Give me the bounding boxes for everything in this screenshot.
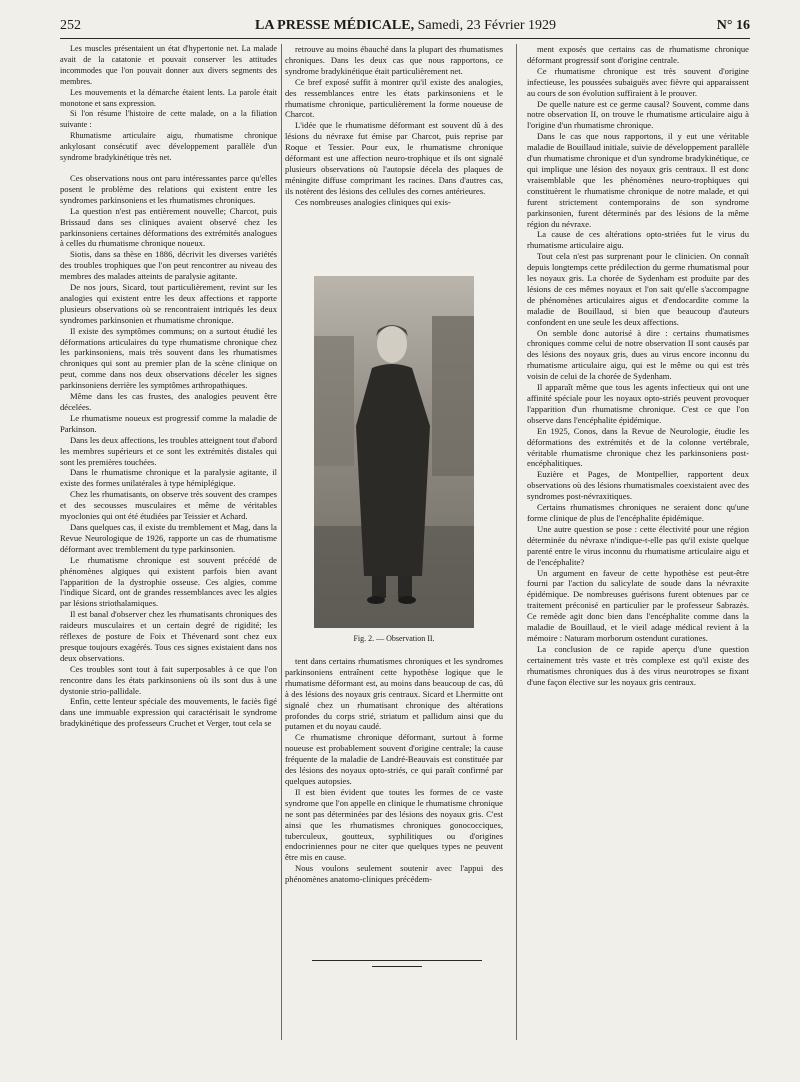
paragraph: Le rhumatisme noueux est progressif comme la maladie de Parkinson.: [60, 412, 277, 434]
paragraph: En 1925, Conos, dans la Revue de Neurologie, étudie les déformations des extrémités et de la colonne vertébrale, véritable rhumatisme chronique chez les parkinsoniens post-encéphalitiques.: [527, 425, 749, 469]
end-rule-short: [372, 966, 422, 967]
paragraph: Ce rhumatisme chronique est très souvent d'origine infectieuse, les poussées subaiguës avec fièvre qui apparaissent au cours de son évolution suffiraient à le prouver.: [527, 65, 749, 98]
paragraph: De nos jours, Sicard, tout particulièrement, revint sur les analogies qui existent entre les deux affections et rapporte plusieurs observations où se rencontraient intriqués les deux syndromes parkinsonien et rhumatisme chronique.: [60, 282, 277, 325]
paragraph: Ce rhumatisme chronique déformant, surtout à forme noueuse est probablement souvent d'origine centrale; la cause fréquente de la maladie de Landré-Beauvais est constituée par des lésions des noyaux opto-striés, ce qui paraît confirmé par quelques autopsies.: [285, 732, 503, 786]
paragraph: Il existe des symptômes communs; on a surtout étudié les déformations articulaires du type rhumatisme chronique chez les parkinsoniens, mais très souvent dans les rhumatismes chroniques qui sont au premier plan de la scène clinique on peut, comme dans nos deux observations déceler les signes parkinsoniens derrière les symptômes arthropathiques.: [60, 325, 277, 391]
paragraph: Ces observations nous ont paru intéressantes parce qu'elles posent le problème des relations qui existent entre les syndromes parkinsoniens et les rhumatismes chroniques.: [60, 172, 277, 205]
paragraph: Dans les deux affections, les troubles atteignent tout d'abord les membres supérieurs et ce sont les extrémités distales qui sont les premières touchées.: [60, 434, 277, 467]
paragraph: Si l'on résume l'histoire de cette malade, on a la filiation suivante :: [60, 109, 277, 130]
column-divider: [516, 44, 517, 1040]
text-column-middle-bottom: [285, 656, 503, 1036]
paragraph: Tout cela n'est pas surprenant pour le clinicien. On connaît depuis longtemps cette prédilection du germe rhumatismal pour les noyaux gris. La chorée de Sydenham est produite par des lésions de ces mêmes noyaux et l'on sait qu'elle s'accompagne de phénomènes articulaires aigus et d'endocardite comme la maladie de Bouillaud, si bien que beaucoup d'auteurs confondent en une seule les deux affections.: [527, 251, 749, 327]
header-rule: [60, 38, 750, 39]
paragraph: Certains rhumatismes chroniques ne seraient donc qu'une forme clinique de plus de l'encéphalite épidémique.: [527, 502, 749, 523]
paragraph: Le rhumatisme chronique est souvent précédé de phénomènes algiques qui existent parfois bien avant l'apparition de la dystrophie osseuse. Ces algies, comme l'indique Sicard, ont de grandes ressemblances avec les algies par lésions striothalamiques.: [60, 554, 277, 609]
paragraph: Enfin, cette lenteur spéciale des mouvements, le faciès figé dans une immuable expression qui caractérisait le syndrome bradykinétique des professeurs Cruchet et Verger, tout cela se: [60, 696, 277, 729]
paragraph: Dans quelques cas, il existe du tremblement et Mag, dans la Revue Neurologique de 1926, rapporte un cas de rhumatisme déformant avec tremblement du type parkinsonien.: [60, 521, 277, 554]
paragraph: Les muscles présentaient un état d'hypertonie net. La malade avait de la catatonie et pouvait conserver les attitudes incommodes que l'on pouvait donner aux divers segments des membres.: [60, 44, 277, 86]
paragraph: Les mouvements et la démarche étaient lents. La parole était monotone et sans expression.: [60, 87, 277, 108]
paragraph: La cause de ces altérations opto-striées fut le virus du rhumatisme articulaire aigu.: [527, 229, 749, 251]
paragraph: retrouve au moins ébauché dans la plupart des rhumatismes chroniques. Dans les deux cas que nous rapportons, ce syndrome bradykinétique était particulièrement net.: [285, 44, 503, 76]
text-column-middle-top: [285, 44, 503, 264]
paragraph: Il est banal d'observer chez les rhumatisants chroniques des raideurs musculaires et un certain degré de rigidité; les réflexes de posture de Foix et Thévenard sont chez eux presque toujours exagérés. Tous ces signes existaient dans nos deux observations.: [60, 609, 277, 663]
page-header: [60, 18, 750, 38]
paragraph: tent dans certains rhumatismes chroniques et les syndromes parkinsoniens entraînent cette hypothèse logique que le rhumatisme déformant est, au moins dans beaucoup de cas, dû à des lésions des noyaux gris centraux. Sicard et Lhermitte ont signalé chez un rhumatisant chronique des altérations profondes du corps strié, striatum et pallidum ainsi que du putamen et du noyau caudé.: [285, 656, 503, 732]
paragraph: Une autre question se pose : cette électivité pour une région déterminée du névraxe n'indique-t-elle pas qu'il existe quelque parenté entre le virus inconnu du rhumatisme articulaire aigu et de l'encéphalite?: [527, 523, 749, 567]
text-column-right: [527, 44, 749, 1034]
paragraph: Il apparaît même que tous les agents infectieux qui ont une affinité spéciale pour les noyaux opto-striés peuvent provoquer l'apparition d'un rhumatisme chronique. C'est ce que l'on observe dans l'encéphalite épidémique.: [527, 382, 749, 425]
paragraph: L'idée que le rhumatisme déformant est souvent dû à des lésions du névraxe fut émise par Charcot, puis reprise par Roque et Tessier. Pour eux, le rhumatisme chronique déformant est une affection neuro-trophique et ils ont signalé plusieurs observations où l'autopsie décela des plaques de méningite diffuse comprimant les racines. Dans d'autres cas, ils notèrent des lésions des cellules des cornes antérieures.: [285, 120, 503, 196]
paragraph: Il est bien évident que toutes les formes de ce vaste syndrome que l'on appelle en clinique le rhumatisme chronique ne sont pas déterminées par des lésions des noyaux gris. C'est ainsi que les rhumatismes chroniques gonococciques, tuberculeux, goutteux, syphilitiques ou d'origines endocriniennes pour ne citer que quelques types ne peuvent être mis en cause.: [285, 786, 503, 863]
paragraph: ment exposés que certains cas de rhumatisme chronique déformant progressif sont d'origine centrale.: [527, 44, 749, 65]
end-rule: [312, 960, 482, 961]
column-divider: [281, 44, 282, 1040]
paragraph: Un argument en faveur de cette hypothèse est peut-être fourni par l'action du salicylate de soude dans la névraxite épidémique. De nombreuses guérisons furent obtenues par ce traitement préconisé en particulier par le professeur Sabrazès. Ce remède agit donc bien dans l'encéphalite comme dans la maladie de Bouillaud, et le vieil adage médical revient à la mémoire : Naturam morborum ostendunt curationes.: [527, 567, 749, 643]
paragraph: Rhumatisme articulaire aigu, rhumatisme chronique ankylosant consécutif avec développement parallèle d'un syndrome bradykinétique très net.: [60, 131, 277, 163]
paragraph: La conclusion de ce rapide aperçu d'une question certainement très vaste et très complexe est qu'il existe des rhumatismes chroniques dus à des virus neurotropes se fixant d'une façon élective sur les noyaux gris centraux.: [527, 643, 749, 687]
paragraph: Ces troubles sont tout à fait superposables à ce que l'on rencontre dans les états parkinsoniens où ils sont dus à une dystonie strio-pallidale.: [60, 663, 277, 696]
paragraph: La question n'est pas entièrement nouvelle; Charcot, puis Brissaud dans ses cliniques avaient observé chez les parkinsoniens certaines déformations des extrémités analogues à celles du rhumatisme chronique noueux.: [60, 205, 277, 249]
journal-name: LA PRESSE MÉDICALE,: [255, 18, 415, 33]
paragraph: Siotis, dans sa thèse en 1886, décrivit les diverses variétés des troubles trophiques que l'on peut rencontrer au niveau des membres des malades atteints de paralysie agitante.: [60, 249, 277, 282]
paragraph: Ces nombreuses analogies cliniques qui exis-: [295, 196, 451, 207]
patient-photograph: [314, 276, 474, 628]
page-number: 252: [60, 18, 81, 33]
paragraph: Dans le rhumatisme chronique et la paralysie agitante, il existe des formes unilatérales à type hémiplégique.: [60, 467, 277, 489]
paragraph: Chez les rhumatisants, on observe très souvent des crampes et des secousses musculaires et même de véritables myoclonies qui ont été étudiées par Teissier et Achard.: [60, 489, 277, 522]
text-column-left: [60, 44, 277, 1042]
paragraph: De quelle nature est ce germe causal? Souvent, comme dans notre observation II, on trouve le rhumatisme articulaire aigu à l'origine d'un rhumatisme chronique.: [527, 98, 749, 131]
issue-date: Samedi, 23 Février 1929: [414, 18, 557, 33]
paragraph: On semble donc autorisé à dire : certains rhumatismes chroniques comme celui de notre observation II sont causés par des lésions des noyaux gris, dues au virus encore inconnu du rhumatisme articulaire aigu, qui est le même ou qui est très voisin de celui de la chorée de Sydenham.: [527, 327, 749, 382]
paragraph: Dans le cas que nous rapportons, il y eut une véritable maladie de Bouillaud initiale, suivie de développement parallèle d'un rhumatisme chronique et d'un syndrome bradykinétique, ce qui implique une lésion des noyaux gris centraux. Il est donc vraisemblable que les phénomènes neuro-trophiques qui constituèrent le rhumatisme chronique de notre malade, et qui furent strictement contemporains de son syndrome parkinsonien, furent déterminés par des lésions de la même région du névraxe.: [527, 131, 749, 229]
paragraph: Même dans les cas frustes, des analogies peuvent être décelées.: [60, 391, 277, 412]
paragraph: Ce bref exposé suffit à montrer qu'il existe des analogies, des ressemblances entre les états parkinsoniens et le rhumatisme chronique, particulièrement la forme noueuse de Charcot.: [285, 76, 503, 120]
issue-number: N° 16: [716, 18, 750, 33]
paragraph: Euzière et Pages, de Montpellier, rapportent deux observations où des lésions rhumatismales coexistaient avec des syndromes post-névraxitiques.: [527, 469, 749, 502]
paragraph: Nous voulons seulement soutenir avec l'appui des phénomènes anatomo-cliniques précédem-: [285, 863, 503, 885]
journal-title: [255, 18, 556, 34]
figure-caption: Fig. 2. — Observation II.: [353, 634, 435, 643]
